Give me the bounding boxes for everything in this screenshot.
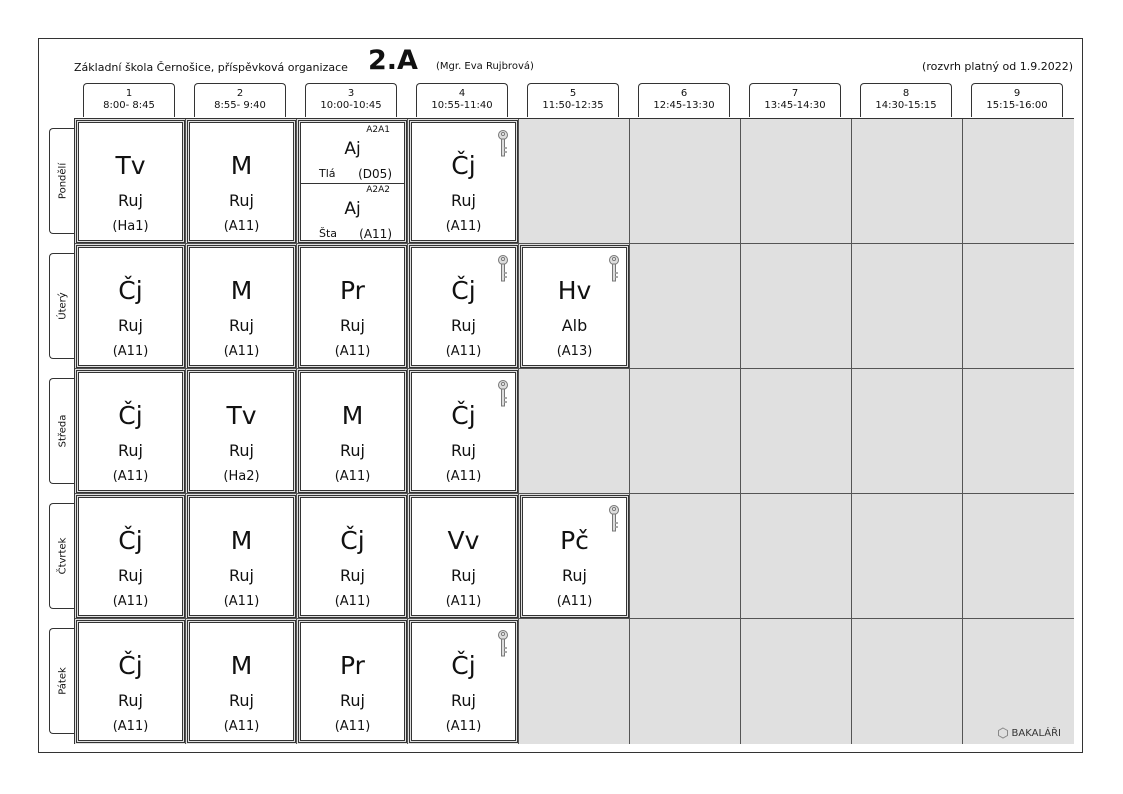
lesson-card[interactable] bbox=[189, 247, 294, 366]
empty-cell bbox=[630, 619, 741, 744]
day-name: Středa bbox=[57, 414, 68, 448]
period-time: 8:55- 9:40 bbox=[214, 100, 266, 111]
period-header bbox=[638, 83, 730, 117]
lesson-card[interactable] bbox=[522, 497, 627, 616]
period-header bbox=[860, 83, 952, 117]
empty-cell bbox=[519, 119, 630, 244]
empty-cell bbox=[519, 619, 630, 744]
day-label-4 bbox=[49, 503, 75, 609]
teacher: Ruj bbox=[451, 316, 476, 335]
empty-cell bbox=[963, 119, 1074, 244]
period-number: 7 bbox=[791, 88, 799, 99]
period-header bbox=[194, 83, 286, 117]
group-code: A2A1 bbox=[366, 125, 390, 135]
period-number: 8 bbox=[902, 88, 910, 99]
teacher: Ruj bbox=[340, 441, 365, 460]
teacher: Ruj bbox=[229, 566, 254, 585]
room: (A11) bbox=[112, 594, 149, 609]
period-time: 8:00- 8:45 bbox=[103, 100, 155, 111]
teacher: Ruj bbox=[451, 191, 476, 210]
empty-cell bbox=[630, 119, 741, 244]
period-time: 15:15-16:00 bbox=[986, 100, 1048, 111]
empty-cell bbox=[852, 119, 963, 244]
key-icon bbox=[608, 254, 620, 284]
teacher: Ruj bbox=[229, 691, 254, 710]
key-icon bbox=[608, 504, 620, 534]
room: (A11) bbox=[223, 219, 260, 234]
empty-cell bbox=[852, 494, 963, 619]
lesson-card[interactable] bbox=[411, 497, 516, 616]
bakalari-logo bbox=[997, 727, 1061, 739]
room: (A11) bbox=[223, 719, 260, 734]
room: (A13) bbox=[556, 344, 593, 359]
room: (A11) bbox=[445, 469, 482, 484]
subject: M bbox=[341, 401, 364, 430]
subject: Pč bbox=[560, 526, 589, 555]
class-name: 2.A bbox=[368, 45, 418, 76]
period-number: 1 bbox=[125, 88, 133, 99]
empty-cell bbox=[963, 494, 1074, 619]
subject: Tv bbox=[226, 401, 257, 430]
subject: Čj bbox=[118, 276, 143, 305]
empty-cell bbox=[963, 369, 1074, 494]
lesson-card[interactable] bbox=[78, 247, 183, 366]
lesson-card[interactable] bbox=[189, 122, 294, 241]
subject: Čj bbox=[451, 151, 476, 180]
period-header bbox=[971, 83, 1063, 117]
room: (A11) bbox=[112, 719, 149, 734]
period-time: 12:45-13:30 bbox=[653, 100, 715, 111]
empty-cell bbox=[519, 369, 630, 494]
lesson-card[interactable] bbox=[78, 622, 183, 741]
empty-cell bbox=[852, 244, 963, 369]
period-header bbox=[83, 83, 175, 117]
teacher: Ruj bbox=[451, 566, 476, 585]
room: (A11) bbox=[223, 344, 260, 359]
empty-cell bbox=[741, 619, 852, 744]
subject: Čj bbox=[451, 401, 476, 430]
school-name: Základní škola Černošice, příspěvková organizace bbox=[74, 61, 348, 74]
subject: Čj bbox=[451, 651, 476, 680]
subject: Pr bbox=[340, 651, 365, 680]
teacher: Ruj bbox=[340, 566, 365, 585]
lesson-card[interactable] bbox=[78, 122, 183, 241]
room: (Ha2) bbox=[223, 469, 260, 484]
period-number: 6 bbox=[680, 88, 688, 99]
day-name: Úterý bbox=[57, 292, 68, 320]
teacher: Ruj bbox=[229, 441, 254, 460]
key-icon bbox=[497, 629, 509, 659]
room: (Ha1) bbox=[112, 219, 149, 234]
period-header bbox=[416, 83, 508, 117]
subject: Aj bbox=[344, 139, 361, 159]
empty-cell bbox=[852, 619, 963, 744]
lesson-card[interactable] bbox=[411, 122, 516, 241]
period-number: 9 bbox=[1013, 88, 1021, 99]
timetable-grid bbox=[74, 118, 1074, 744]
room: (A11) bbox=[445, 719, 482, 734]
teacher: Ruj bbox=[451, 691, 476, 710]
lesson-card[interactable] bbox=[300, 497, 405, 616]
teacher: Šta bbox=[319, 227, 338, 240]
group-lesson[interactable] bbox=[301, 123, 404, 184]
empty-cell bbox=[963, 244, 1074, 369]
room: (A11) bbox=[445, 219, 482, 234]
lesson-card[interactable] bbox=[78, 372, 183, 491]
lesson-card[interactable] bbox=[300, 247, 405, 366]
subject: Hv bbox=[557, 276, 592, 305]
lesson-card[interactable] bbox=[189, 622, 294, 741]
teacher: Tlá bbox=[319, 167, 336, 180]
empty-cell bbox=[630, 244, 741, 369]
room: (A11) bbox=[445, 344, 482, 359]
period-header bbox=[749, 83, 841, 117]
subject: Čj bbox=[118, 526, 143, 555]
period-time: 14:30-15:15 bbox=[875, 100, 937, 111]
lesson-card[interactable] bbox=[411, 622, 516, 741]
key-icon bbox=[497, 379, 509, 409]
subject: Tv bbox=[115, 151, 146, 180]
room: (D05) bbox=[358, 167, 392, 181]
day-name: Pátek bbox=[57, 667, 68, 695]
subject: M bbox=[230, 651, 253, 680]
day-name: Pondělí bbox=[57, 162, 68, 200]
lesson-card[interactable] bbox=[411, 247, 516, 366]
empty-cell bbox=[741, 369, 852, 494]
bakalari-logo-icon bbox=[997, 727, 1009, 739]
room: (A11) bbox=[334, 594, 371, 609]
subject: M bbox=[230, 526, 253, 555]
subject: M bbox=[230, 151, 253, 180]
valid-from: (rozvrh platný od 1.9.2022) bbox=[922, 60, 1073, 73]
group-lesson[interactable] bbox=[301, 183, 404, 243]
lesson-card[interactable] bbox=[78, 497, 183, 616]
day-label-3 bbox=[49, 378, 75, 484]
period-number: 3 bbox=[347, 88, 355, 99]
lesson-card[interactable] bbox=[411, 372, 516, 491]
day-label-5 bbox=[49, 628, 75, 734]
day-name: Čtvrtek bbox=[57, 537, 68, 575]
period-time: 10:00-10:45 bbox=[320, 100, 382, 111]
key-icon bbox=[497, 129, 509, 159]
teacher: Ruj bbox=[118, 441, 143, 460]
logo-text: BAKALÁŘI bbox=[1011, 727, 1061, 739]
room: (A11) bbox=[334, 344, 371, 359]
teacher: Ruj bbox=[451, 441, 476, 460]
period-number: 2 bbox=[236, 88, 244, 99]
period-number: 5 bbox=[569, 88, 577, 99]
lesson-card[interactable] bbox=[522, 247, 627, 366]
period-time: 10:55-11:40 bbox=[431, 100, 493, 111]
subject: Čj bbox=[451, 276, 476, 305]
subject: Aj bbox=[344, 199, 361, 219]
period-number: 4 bbox=[458, 88, 466, 99]
period-time: 11:50-12:35 bbox=[542, 100, 604, 111]
lesson-card[interactable] bbox=[189, 497, 294, 616]
room: (A11) bbox=[556, 594, 593, 609]
lesson-card[interactable] bbox=[189, 372, 294, 491]
empty-cell bbox=[741, 119, 852, 244]
room: (A11) bbox=[334, 719, 371, 734]
room: (A11) bbox=[334, 469, 371, 484]
empty-cell bbox=[741, 244, 852, 369]
empty-cell bbox=[852, 369, 963, 494]
teacher: Ruj bbox=[118, 566, 143, 585]
subject: Čj bbox=[118, 651, 143, 680]
empty-cell bbox=[630, 369, 741, 494]
room: (A11) bbox=[112, 344, 149, 359]
teacher: Ruj bbox=[340, 316, 365, 335]
day-label-1 bbox=[49, 128, 75, 234]
room: (A11) bbox=[359, 227, 392, 241]
subject: Čj bbox=[340, 526, 365, 555]
key-icon bbox=[497, 254, 509, 284]
empty-cell bbox=[630, 494, 741, 619]
teacher: Ruj bbox=[118, 191, 143, 210]
period-time: 13:45-14:30 bbox=[764, 100, 826, 111]
group-code: A2A2 bbox=[366, 185, 390, 195]
subject: M bbox=[230, 276, 253, 305]
subject: Čj bbox=[118, 401, 143, 430]
teacher: Ruj bbox=[118, 691, 143, 710]
period-header bbox=[305, 83, 397, 117]
empty-cell bbox=[741, 494, 852, 619]
teacher: Alb bbox=[561, 316, 588, 335]
lesson-card[interactable] bbox=[300, 622, 405, 741]
room: (A11) bbox=[112, 469, 149, 484]
teacher: Ruj bbox=[562, 566, 587, 585]
teacher: Ruj bbox=[340, 691, 365, 710]
lesson-card[interactable] bbox=[300, 372, 405, 491]
subject: Vv bbox=[447, 526, 480, 555]
teacher: Ruj bbox=[229, 191, 254, 210]
room: (A11) bbox=[223, 594, 260, 609]
period-header bbox=[527, 83, 619, 117]
day-label-2 bbox=[49, 253, 75, 359]
lesson-card[interactable] bbox=[300, 122, 405, 241]
class-teacher: (Mgr. Eva Rujbrová) bbox=[436, 61, 534, 72]
room: (A11) bbox=[445, 594, 482, 609]
teacher: Ruj bbox=[229, 316, 254, 335]
subject: Pr bbox=[340, 276, 365, 305]
teacher: Ruj bbox=[118, 316, 143, 335]
empty-cell bbox=[963, 619, 1074, 744]
